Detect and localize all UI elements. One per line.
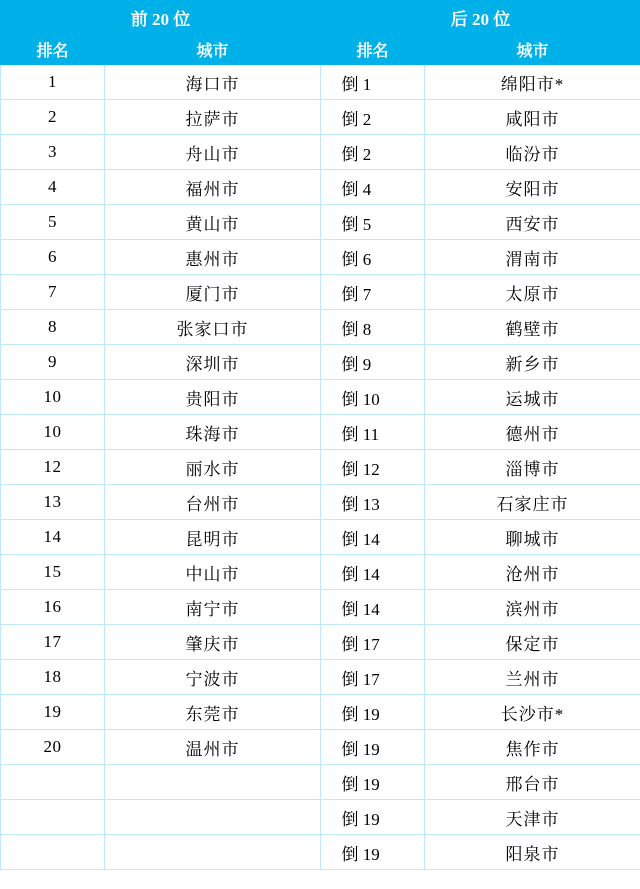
cell-city-right: 临汾市: [425, 135, 640, 170]
cell-rank-right: [321, 730, 425, 765]
cell-city-right: 沧州市: [425, 555, 640, 590]
cell-city-right: 鹤壁市: [425, 310, 640, 345]
cell-rank-right-text: 倒 14: [341, 529, 380, 549]
cell-city-left: 昆明市: [105, 520, 321, 555]
cell-rank-right: [321, 660, 425, 695]
cell-rank-right: [321, 695, 425, 730]
table-row: [1, 590, 640, 625]
cell-rank-right: [321, 800, 425, 835]
cell-city-left: 珠海市: [105, 415, 321, 450]
cell-city-right: 石家庄市: [425, 485, 640, 520]
cell-city-right: 德州市: [425, 415, 640, 450]
cell-city-right: 天津市: [425, 800, 640, 835]
cell-city-right: 西安市: [425, 205, 640, 240]
cell-rank-left: 5: [1, 205, 105, 240]
cell-rank-left: 18: [1, 660, 105, 695]
table-row: [1, 730, 640, 765]
cell-city-left: [105, 765, 321, 800]
cell-rank-right-text: 倒 6: [341, 249, 372, 269]
table-row: [1, 485, 640, 520]
cell-rank-left: 3: [1, 135, 105, 170]
cell-city-left: 台州市: [105, 485, 321, 520]
table-row: [1, 170, 640, 205]
cell-city-right: 太原市: [425, 275, 640, 310]
table-row: [1, 625, 640, 660]
table-row: [1, 345, 640, 380]
cell-city-left: 丽水市: [105, 450, 321, 485]
cell-rank-left: 20: [1, 730, 105, 765]
cell-rank-right-text: 倒 19: [341, 844, 380, 864]
cell-city-left: 肇庆市: [105, 625, 321, 660]
cell-rank-right: [321, 380, 425, 415]
cell-rank-left: 6: [1, 240, 105, 275]
cell-rank-right: [321, 590, 425, 625]
cell-rank-right: [321, 765, 425, 800]
table-row: [1, 555, 640, 590]
cell-rank-right: [321, 65, 425, 100]
cell-city-right: 焦作市: [425, 730, 640, 765]
cell-rank-right-text: 倒 8: [341, 319, 372, 339]
cell-rank-right: [321, 240, 425, 275]
table-header: [1, 1, 640, 65]
cell-city-left: [105, 800, 321, 835]
table-row: [1, 765, 640, 800]
cell-rank-right-text: 倒 7: [341, 284, 372, 304]
cell-city-left: 贵阳市: [105, 380, 321, 415]
table-row: [1, 240, 640, 275]
cell-rank-right-text: 倒 13: [341, 494, 380, 514]
cell-city-right: 淄博市: [425, 450, 640, 485]
cell-city-left: 南宁市: [105, 590, 321, 625]
cell-rank-left: 13: [1, 485, 105, 520]
cell-city-left: 惠州市: [105, 240, 321, 275]
cell-rank-right: [321, 835, 425, 870]
cell-rank-right: [321, 625, 425, 660]
cell-rank-right-text: 倒 17: [341, 669, 380, 689]
cell-rank-right: [321, 310, 425, 345]
cell-city-left: 海口市: [105, 65, 321, 100]
cell-rank-left: [1, 800, 105, 835]
cell-rank-left: 10: [1, 415, 105, 450]
column-header-row: [1, 34, 640, 65]
table-row: [1, 835, 640, 870]
cell-city-right: 长沙市*: [425, 695, 640, 730]
cell-rank-right: [321, 170, 425, 205]
cell-rank-left: 14: [1, 520, 105, 555]
group-header-top20: 前 20 位: [1, 1, 321, 34]
cell-city-right: 滨州市: [425, 590, 640, 625]
cell-rank-right-text: 倒 10: [341, 389, 380, 409]
cell-rank-right: [321, 415, 425, 450]
cell-rank-right-text: 倒 2: [341, 109, 372, 129]
cell-rank-right: [321, 135, 425, 170]
cell-rank-left: [1, 765, 105, 800]
cell-city-right: 渭南市: [425, 240, 640, 275]
cell-rank-right-text: 倒 4: [341, 179, 372, 199]
cell-rank-left: 4: [1, 170, 105, 205]
cell-city-right: 咸阳市: [425, 100, 640, 135]
table-row: [1, 660, 640, 695]
table-row: [1, 65, 640, 100]
table-row: [1, 695, 640, 730]
cell-rank-left: 15: [1, 555, 105, 590]
cell-city-left: 黄山市: [105, 205, 321, 240]
cell-rank-right-text: 倒 11: [341, 424, 380, 444]
cell-rank-left: 7: [1, 275, 105, 310]
cell-rank-right-text: 倒 19: [341, 739, 380, 759]
cell-rank-right: [321, 450, 425, 485]
cell-city-right: 聊城市: [425, 520, 640, 555]
cell-city-left: [105, 835, 321, 870]
column-header-rank-right: 排名: [321, 34, 425, 65]
cell-city-left: 温州市: [105, 730, 321, 765]
column-header-city-left: 城市: [105, 34, 321, 65]
cell-city-left: 拉萨市: [105, 100, 321, 135]
cell-city-left: 张家口市: [105, 310, 321, 345]
cell-city-left: 舟山市: [105, 135, 321, 170]
cell-rank-right-text: 倒 17: [341, 634, 380, 654]
cell-city-right: 保定市: [425, 625, 640, 660]
cell-rank-right-text: 倒 14: [341, 599, 380, 619]
cell-rank-right-text: 倒 1: [341, 74, 372, 94]
table-row: [1, 450, 640, 485]
cell-rank-left: 1: [1, 65, 105, 100]
cell-rank-right: [321, 205, 425, 240]
column-header-city-right: 城市: [425, 34, 640, 65]
cell-rank-left: [1, 835, 105, 870]
cell-city-left: 中山市: [105, 555, 321, 590]
cell-rank-right: [321, 345, 425, 380]
table-row: [1, 520, 640, 555]
cell-city-right: 运城市: [425, 380, 640, 415]
cell-rank-right: [321, 275, 425, 310]
cell-city-right: 阳泉市: [425, 835, 640, 870]
cell-city-left: 宁波市: [105, 660, 321, 695]
cell-rank-right: [321, 520, 425, 555]
cell-city-left: 福州市: [105, 170, 321, 205]
cell-rank-left: 16: [1, 590, 105, 625]
cell-rank-right: [321, 555, 425, 590]
column-header-rank-left: 排名: [1, 34, 105, 65]
table-row: [1, 100, 640, 135]
group-header-bottom20: 后 20 位: [321, 1, 640, 34]
cell-rank-left: 12: [1, 450, 105, 485]
cell-city-right: 兰州市: [425, 660, 640, 695]
table-body: [1, 65, 640, 870]
cell-rank-left: 19: [1, 695, 105, 730]
cell-rank-left: 17: [1, 625, 105, 660]
cell-rank-left: 2: [1, 100, 105, 135]
cell-city-right: 绵阳市*: [425, 65, 640, 100]
cell-city-left: 东莞市: [105, 695, 321, 730]
table-row: [1, 205, 640, 240]
cell-rank-right-text: 倒 19: [341, 809, 380, 829]
cell-rank-right-text: 倒 12: [341, 459, 380, 479]
cell-rank-right-text: 倒 19: [341, 704, 380, 724]
group-header-row: [1, 1, 640, 34]
cell-rank-right-text: 倒 9: [341, 354, 372, 374]
table-row: [1, 310, 640, 345]
cell-city-right: 新乡市: [425, 345, 640, 380]
table-row: [1, 415, 640, 450]
cell-rank-right-text: 倒 2: [341, 144, 372, 164]
cell-rank-right-text: 倒 14: [341, 564, 380, 584]
cell-city-right: 邢台市: [425, 765, 640, 800]
cell-rank-right-text: 倒 19: [341, 774, 380, 794]
cell-city-left: 厦门市: [105, 275, 321, 310]
cell-rank-left: 9: [1, 345, 105, 380]
table-row: [1, 275, 640, 310]
table-row: [1, 135, 640, 170]
cell-city-left: 深圳市: [105, 345, 321, 380]
cell-rank-left: 8: [1, 310, 105, 345]
cell-rank-right-text: 倒 5: [341, 214, 372, 234]
cell-rank-right: [321, 100, 425, 135]
table-row: [1, 800, 640, 835]
cell-rank-left: 10: [1, 380, 105, 415]
cell-city-right: 安阳市: [425, 170, 640, 205]
table-row: [1, 380, 640, 415]
cell-rank-right: [321, 485, 425, 520]
